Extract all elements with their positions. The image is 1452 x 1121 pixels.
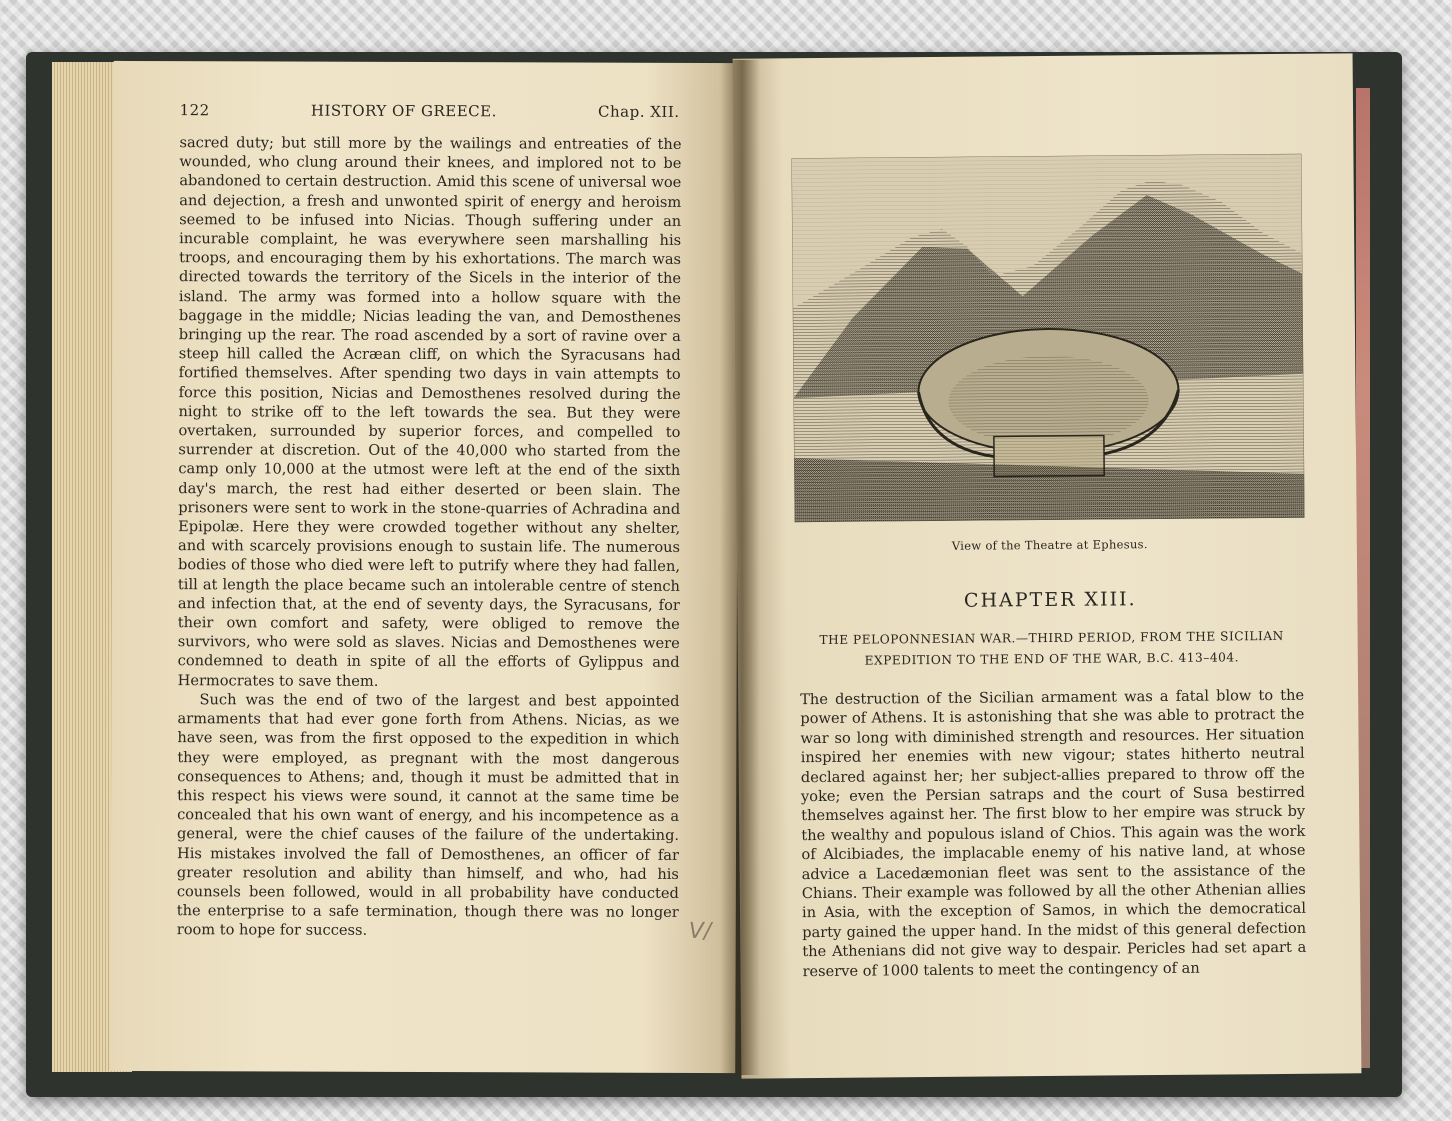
chapter-subtitle	[804, 626, 1300, 672]
chapter-subtitle-line-2: EXPEDITION TO THE END OF THE WAR, B.C. 413–404.	[864, 650, 1240, 668]
left-paragraph-1: sacred duty; but still more by the wailings and entreaties of the wounded, who clung around their knees, and implored not to be abandoned to certain destruction. Amid this scene of universal woe and dejection, a fresh and unwonted spirit of energy and heroism seemed to be infused into Nicias. Though suffering under an incurable complaint, he was everywhere seen marshalling his troops, and encouraging them by his exhortations. The march was directed towards the territory of the Sicels in the interior of the island. The army was formed into a hollow square with the baggage in the middle; Nicias leading the van, and Demosthenes bringing up the rear. The road ascended by a sort of ravine over a steep hill called the Acræan cliff, on which the Syracusans had fortified themselves. After spending two days in vain attempts to force this position, Nicias and Demosthenes resolved during the night to strike off to the left towards the sea. But they were overtaken, surrounded by superior forces, and compelled to surrender at discretion. Out of the 40,000 who started from the camp only 10,000 at the utmost were left at the end of the sixth day's march, the rest had either deserted or been slain. The prisoners were sent to work in the stone-quarries of Achradina and Epipolæ. Here they were crowded together without any shelter, and with scarcely provisions enough to sustain life. The numerous bodies of those who died were left to putrify where they had fallen, till at length the place became such an intolerable centre of stench and infection that, at the end of seventy days, the Syracusans, for their own comfort and safety, were obliged to remove the survivors, who were sold as slaves. Nicias and Demosthenes were condemned to death in spite of all the efforts of Gylippus and Hermocrates to save them.	[177, 134, 682, 690]
left-page	[110, 61, 739, 1073]
book-spine-shadow	[720, 60, 760, 1075]
chapter-reference: Chap. XII.	[598, 102, 680, 121]
pencil-mark: V/	[688, 918, 712, 945]
left-paragraph-2: Such was the end of two of the largest and best appointed armaments that had ever gone forth from Athens. Nicias, as we have seen, was from the first opposed to the expedition in which they were employed, as pregnant with the most dangerous consequences to Athens; and, though it must be admitted that in this respect his views were sound, it cannot at the same time be concealed that his own want of energy, and his incompetence as a general, were the chief causes of the failure of the undertaking. His mistakes involved the fall of Demosthenes, an officer of far greater resolution and ability than himself, and who, had his counsels been followed, would in all probability have conducted the enterprise to a safe termination, though there was no longer room to hope for success.	[176, 691, 680, 940]
page-number: 122	[179, 101, 210, 120]
left-page-header	[180, 101, 680, 121]
illustration-caption: View of the Theatre at Ephesus.	[951, 537, 1148, 553]
chapter-title: CHAPTER XIII.	[963, 588, 1137, 612]
theatre-engraving	[791, 154, 1304, 522]
right-paragraph-1: The destruction of the Sicilian armament was a fatal blow to the power of Athens. It is astonishing that she was able to protract the war so long with diminished strength and resources. Her situation inspired her enemies with new vigour; states hitherto neutral declared against her; her subject-allies prepared to throw off the yoke; even the Persian satraps and the court of Susa bestirred themselves against her. The first blow to her empire was struck by the wealthy and populous island of Chios. This again was the work of Alcibiades, the implacable enemy of his native land, at whose advice a Lacedæmonian fleet was sent to the assistance of the Chians. Their example was followed by all the other Athenian allies in Asia, with the exception of Samos, in which the democratical party gained the upper hand. In the midst of this general defection the Athenians did not give way to despair. Pericles had set apart a reserve of 1000 talents to meet the contingency of an	[800, 686, 1307, 980]
right-page-body	[800, 686, 1307, 981]
running-title: HISTORY OF GREECE.	[310, 101, 497, 121]
right-page	[733, 53, 1362, 1078]
left-page-body	[177, 133, 682, 941]
chapter-subtitle-line-1: THE PELOPONNESIAN WAR.—THIRD PERIOD, FROM THE SICILIAN	[819, 628, 1284, 647]
